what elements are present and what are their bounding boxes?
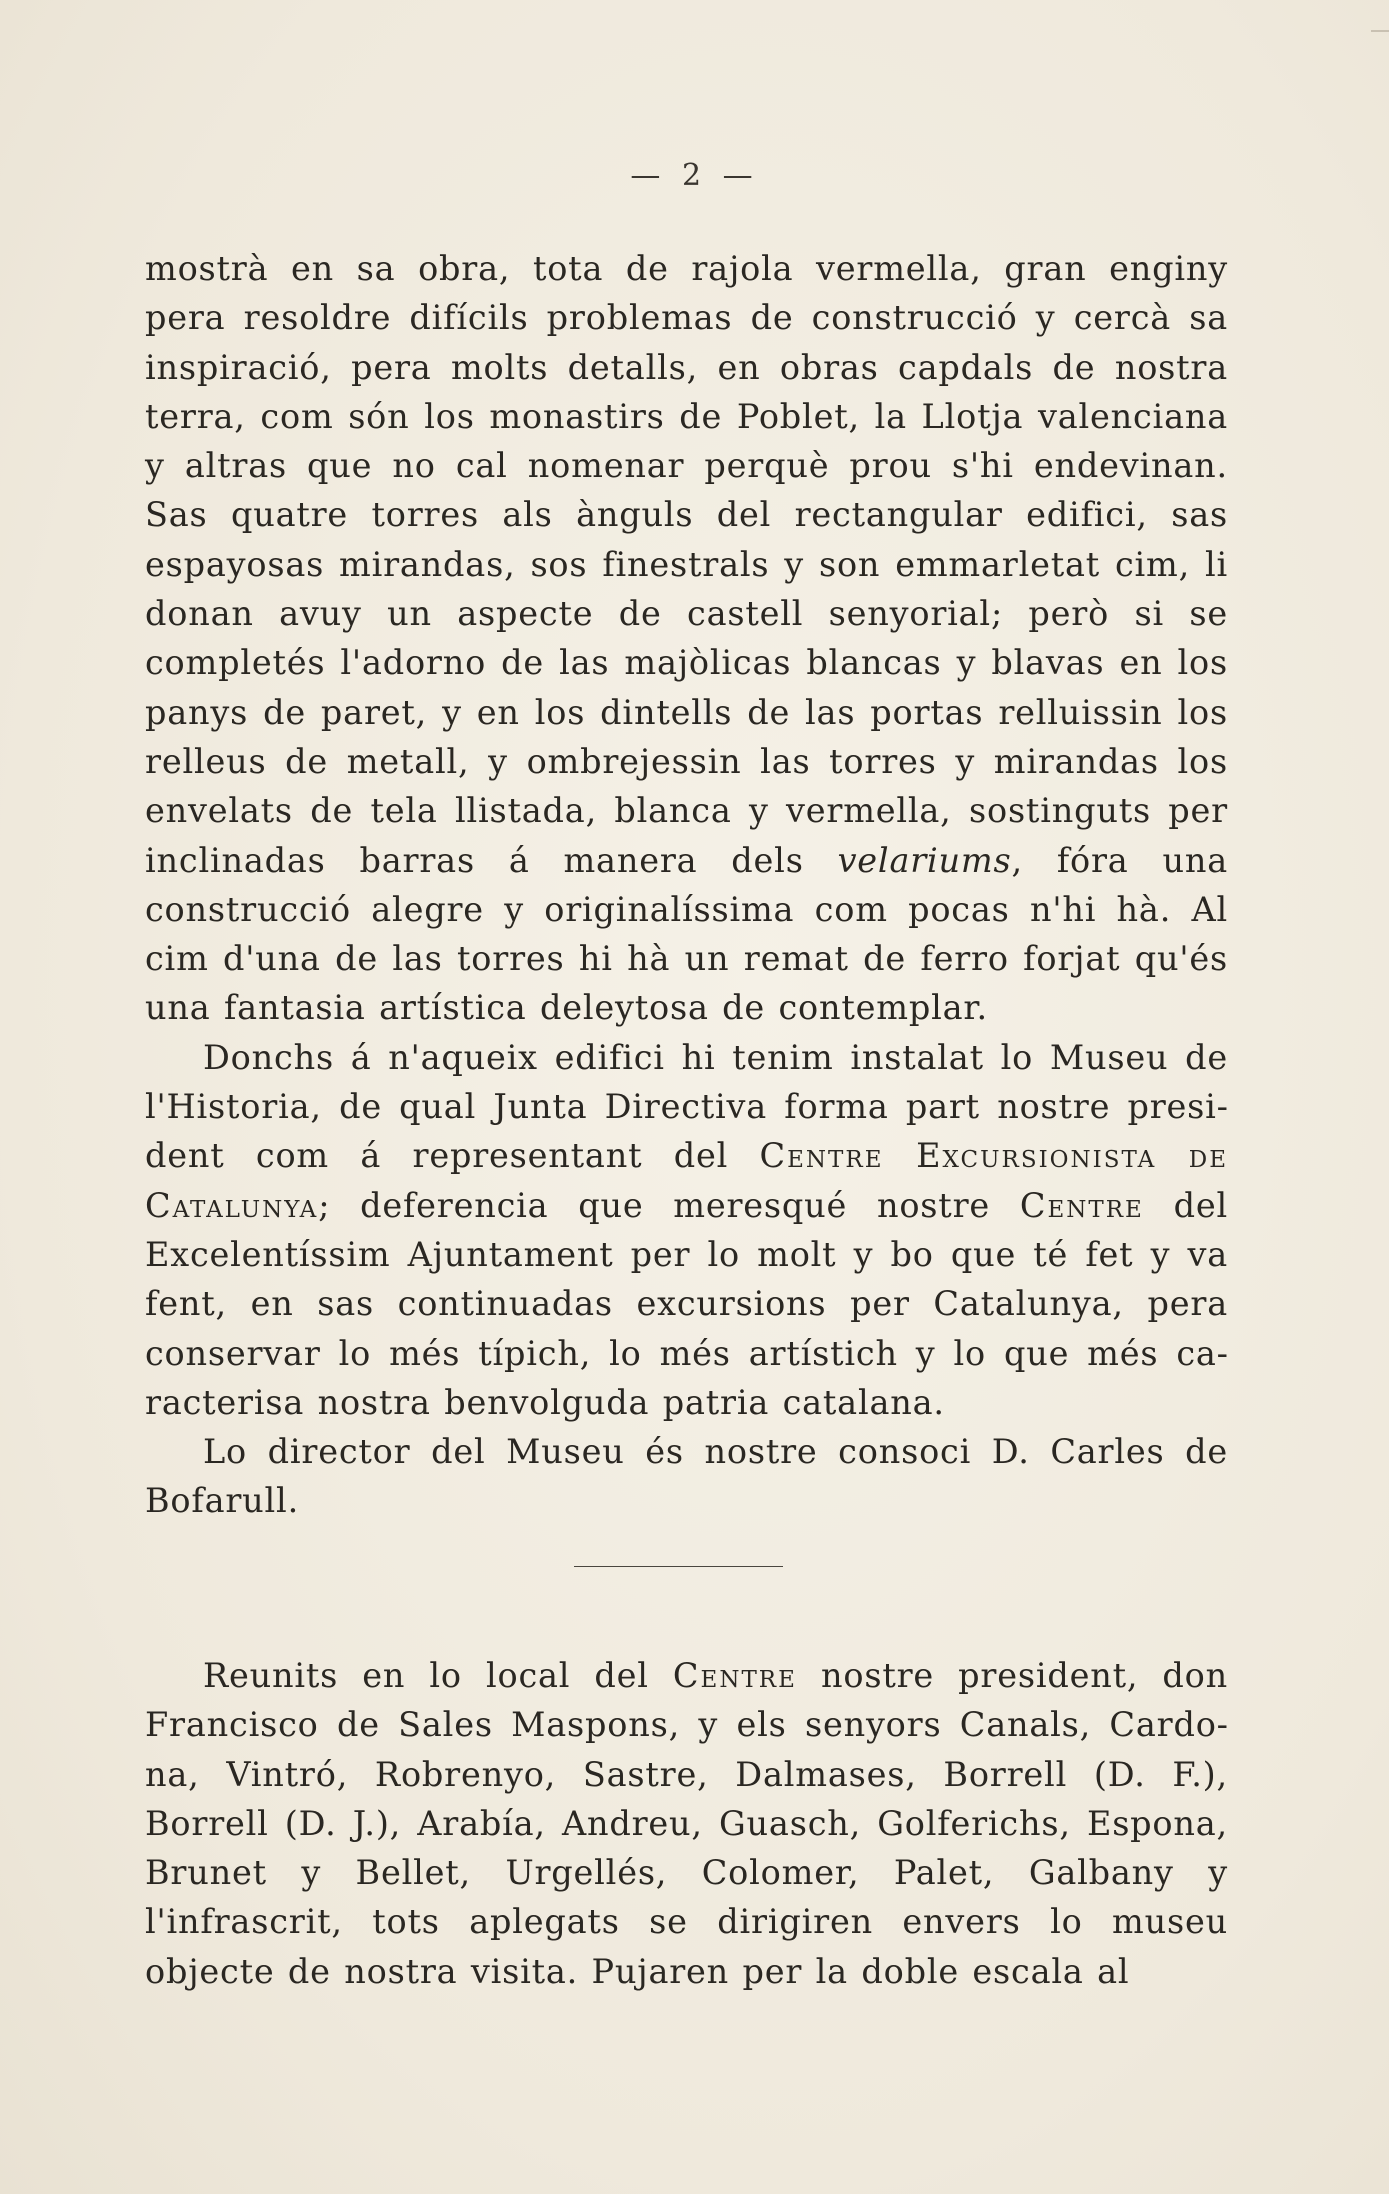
paragraph-text: Donchs á n'aqueix edifici hi tenim instalat lo Museu de l'Historia, de qual Junta Directiva forma part nostre president com á representant del [145,1037,1228,1176]
paragraph-text: nostre president, don Francisco de Sales Maspons, y els senyors Canals, Cardona, Vintró, Robrenyo, Sastre, Dalmases, Borrell (D. F.), Borrell (D. J.), Arabía, Andreu, Guasch, Golferichs, Espona, Brunet y Bellet, Urgellés, Colomer, Palet, Galbany y l'infrascrit, tots aplegats se dirigiren envers lo museu objecte de nostra visita. Pujaren per la doble escala al [145,1656,1228,1991]
paragraph-text: ; deferencia que meresqué nostre [318,1185,1020,1225]
paragraph [145,1033,1228,1427]
paragraph-text: Reunits en lo local del [203,1656,673,1695]
paragraph [145,1651,1228,1996]
paragraph-text: del Excelentíssim Ajuntament per lo molt y bo que té fet y va fent, en sas continuadas excursions per Catalunya, pera conservar lo més típich, lo més artístich y lo que més caracterisa nostra benvolguda patria catalana. [145,1185,1228,1422]
paragraph [145,1427,1228,1526]
paragraph [145,244,1228,1033]
italic-term: velariums [837,840,1012,880]
second-text-block [145,1651,1228,1996]
main-text-block [145,244,1228,1526]
smallcaps-name: Centre [672,1656,797,1695]
page-edge-mark [1371,30,1389,32]
section-divider [574,1566,783,1567]
paragraph-text: , fóra una construcció alegre y originalíssima com pocas n'hi hà. Al cim d'una de las torres hi hà un remat de ferro forjat qu'és una fantasia artística deleytosa de contemplar. [145,840,1228,1028]
paragraph-text: mostrà en sa obra, tota de rajola vermella, gran enginy pera resoldre difícils problemas de construcció y cercà sa inspiració, pera molts detalls, en obras capdals de nostra terra, com són los monastirs de Poblet, la Llotja valenciana y altras que no cal nomenar perquè prou s'hi endevinan. Sas quatre torres als ànguls del rectangular edifici, sas espayosas mirandas, sos finestrals y son emmarletat cim, li donan avuy un aspecte de castell senyorial; però si se completés l'adorno de las majòlicas blancas y blavas en los panys de paret, y en los dintells de las portas relluissin los relleus de metall, y ombrejessin las torres y mirandas los envelats de tela llistada, blanca y vermella, sostinguts per inclinadas barras á manera dels [145,249,1228,880]
paragraph-text: Lo director del Museu és nostre consoci D. Carles de Bofarull. [145,1432,1228,1521]
smallcaps-name: Centre Excursionista de Catalunya [145,1136,1229,1225]
smallcaps-name: Centre [1019,1185,1144,1225]
page-number: — 2 — [630,158,759,193]
